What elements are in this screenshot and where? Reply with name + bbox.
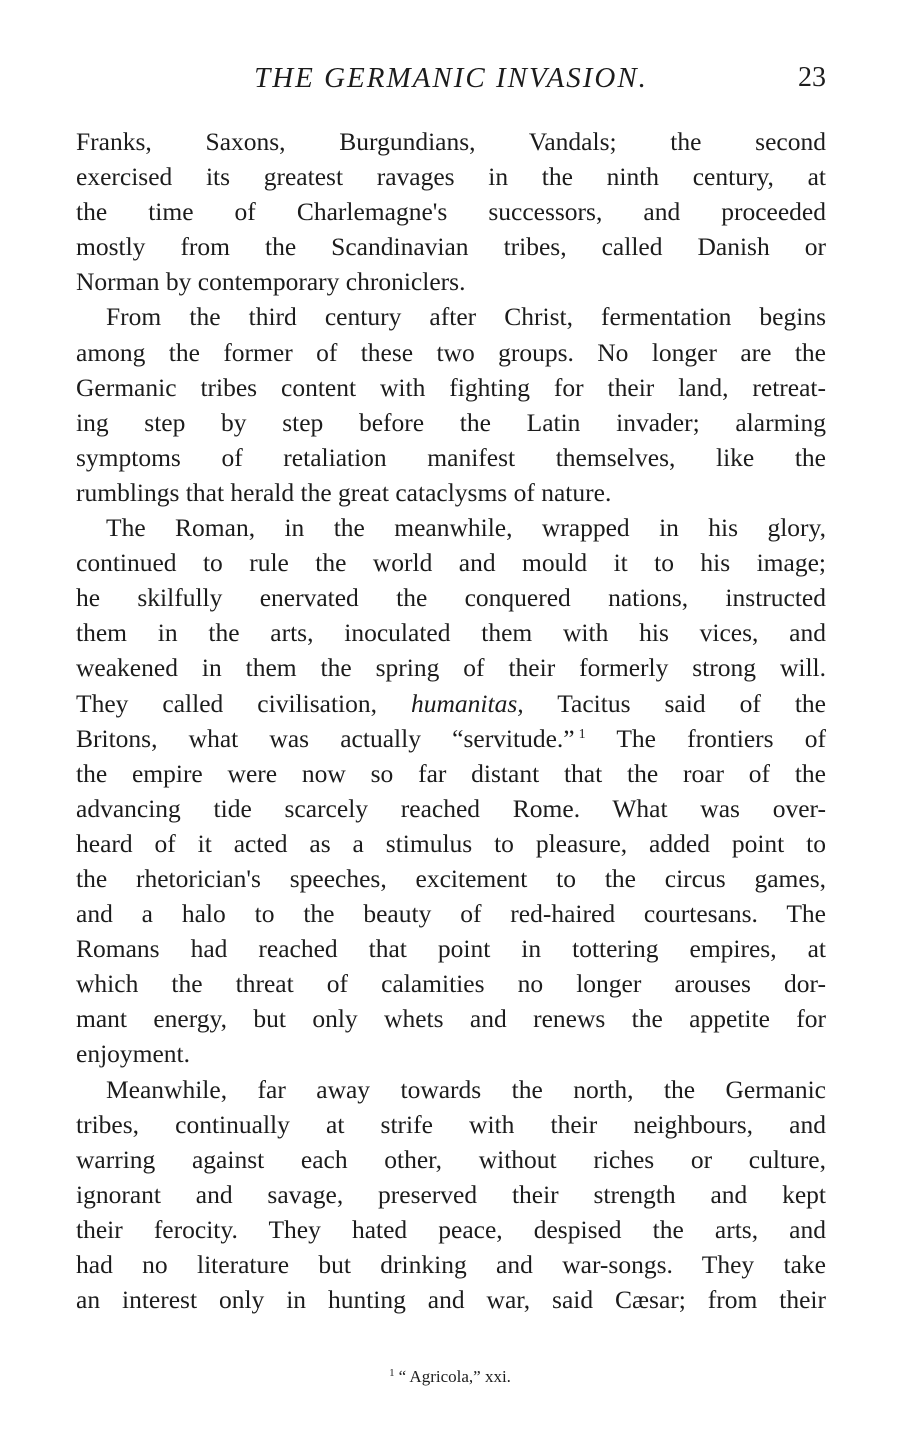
text-line: their ferocity. They hated peace, despised the arts, and (76, 1214, 826, 1244)
text-line: symptoms of retaliation manifest themselves, like the (76, 442, 826, 472)
text-line: advancing tide scarcely reached Rome. What was over- (76, 793, 826, 823)
text-line: an interest only in hunting and war, said Cæsar; from their (76, 1285, 826, 1315)
body-text (76, 124, 826, 1317)
footnote (0, 1367, 900, 1387)
text-line: mant energy, but only whets and renews the appetite for (76, 1004, 826, 1034)
text-line: tribes, continually at strife with their neighbours, and (76, 1109, 826, 1139)
text-line: enjoyment. (76, 1039, 191, 1069)
text-segment: The frontiers of (616, 723, 826, 753)
page-number: 23 (798, 62, 826, 93)
text-line: the rhetorician's speeches, excitement to the circus games, (76, 863, 826, 893)
text-line: ignorant and savage, preserved their strength and kept (76, 1179, 826, 1209)
text-line (76, 721, 826, 756)
text-line: warring against each other, without riches or culture, (76, 1144, 826, 1174)
latin-term: humanitas, (411, 688, 524, 718)
text-line: and a halo to the beauty of red-haired courtesans. The (76, 899, 826, 929)
text-line: continued to rule the world and mould it to his image; (76, 548, 826, 578)
text-line: the time of Charlemagne's successors, and proceeded (76, 197, 826, 227)
text-line: Meanwhile, far away towards the north, the Germanic (106, 1074, 826, 1104)
text-segment: They called civilisation, (76, 688, 377, 718)
footnote-reference: 1 (578, 726, 586, 742)
text-line: them in the arts, inoculated them with his vices, and (76, 618, 826, 648)
text-line: had no literature but drinking and war-songs. They take (76, 1250, 826, 1279)
text-line: ing step by step before the Latin invader; alarming (76, 407, 826, 437)
text-line: he skilfully enervated the conquered nations, instructed (76, 583, 826, 613)
text-line: rumblings that herald the great cataclysms of nature. (76, 477, 612, 507)
text-line: From the third century after Christ, fermentation begins (106, 302, 826, 332)
text-line: Germanic tribes content with fighting for their land, retreat- (76, 372, 826, 402)
text-line: mostly from the Scandinavian tribes, called Danish or (76, 232, 826, 262)
text-segment: Britons, what was actually “servitude.” (76, 723, 575, 753)
running-head (76, 62, 826, 102)
text-line: Norman by contemporary chroniclers. (76, 267, 466, 297)
footnote-text: “ Agricola,” xxi. (398, 1367, 511, 1386)
text-line: exercised its greatest ravages in the ninth century, at (76, 162, 826, 192)
text-segment: Tacitus said of the (557, 688, 827, 718)
text-line: which the threat of calamities no longer arouses dor- (76, 969, 826, 999)
text-line: Romans had reached that point in tottering empires, at (76, 934, 826, 964)
text-line: Franks, Saxons, Burgundians, Vandals; the second (76, 127, 826, 156)
text-line: weakened in them the spring of their formerly strong will. (76, 653, 826, 683)
text-line: the empire were now so far distant that the roar of the (76, 758, 826, 788)
text-line: among the former of these two groups. No longer are the (76, 337, 826, 367)
running-title: THE GERMANIC INVASION. (254, 62, 648, 94)
text-line (76, 686, 826, 721)
text-line: heard of it acted as a stimulus to pleasure, added point to (76, 828, 826, 858)
footnote-mark: 1 (389, 1367, 395, 1379)
text-line: The Roman, in the meanwhile, wrapped in his glory, (106, 513, 826, 543)
